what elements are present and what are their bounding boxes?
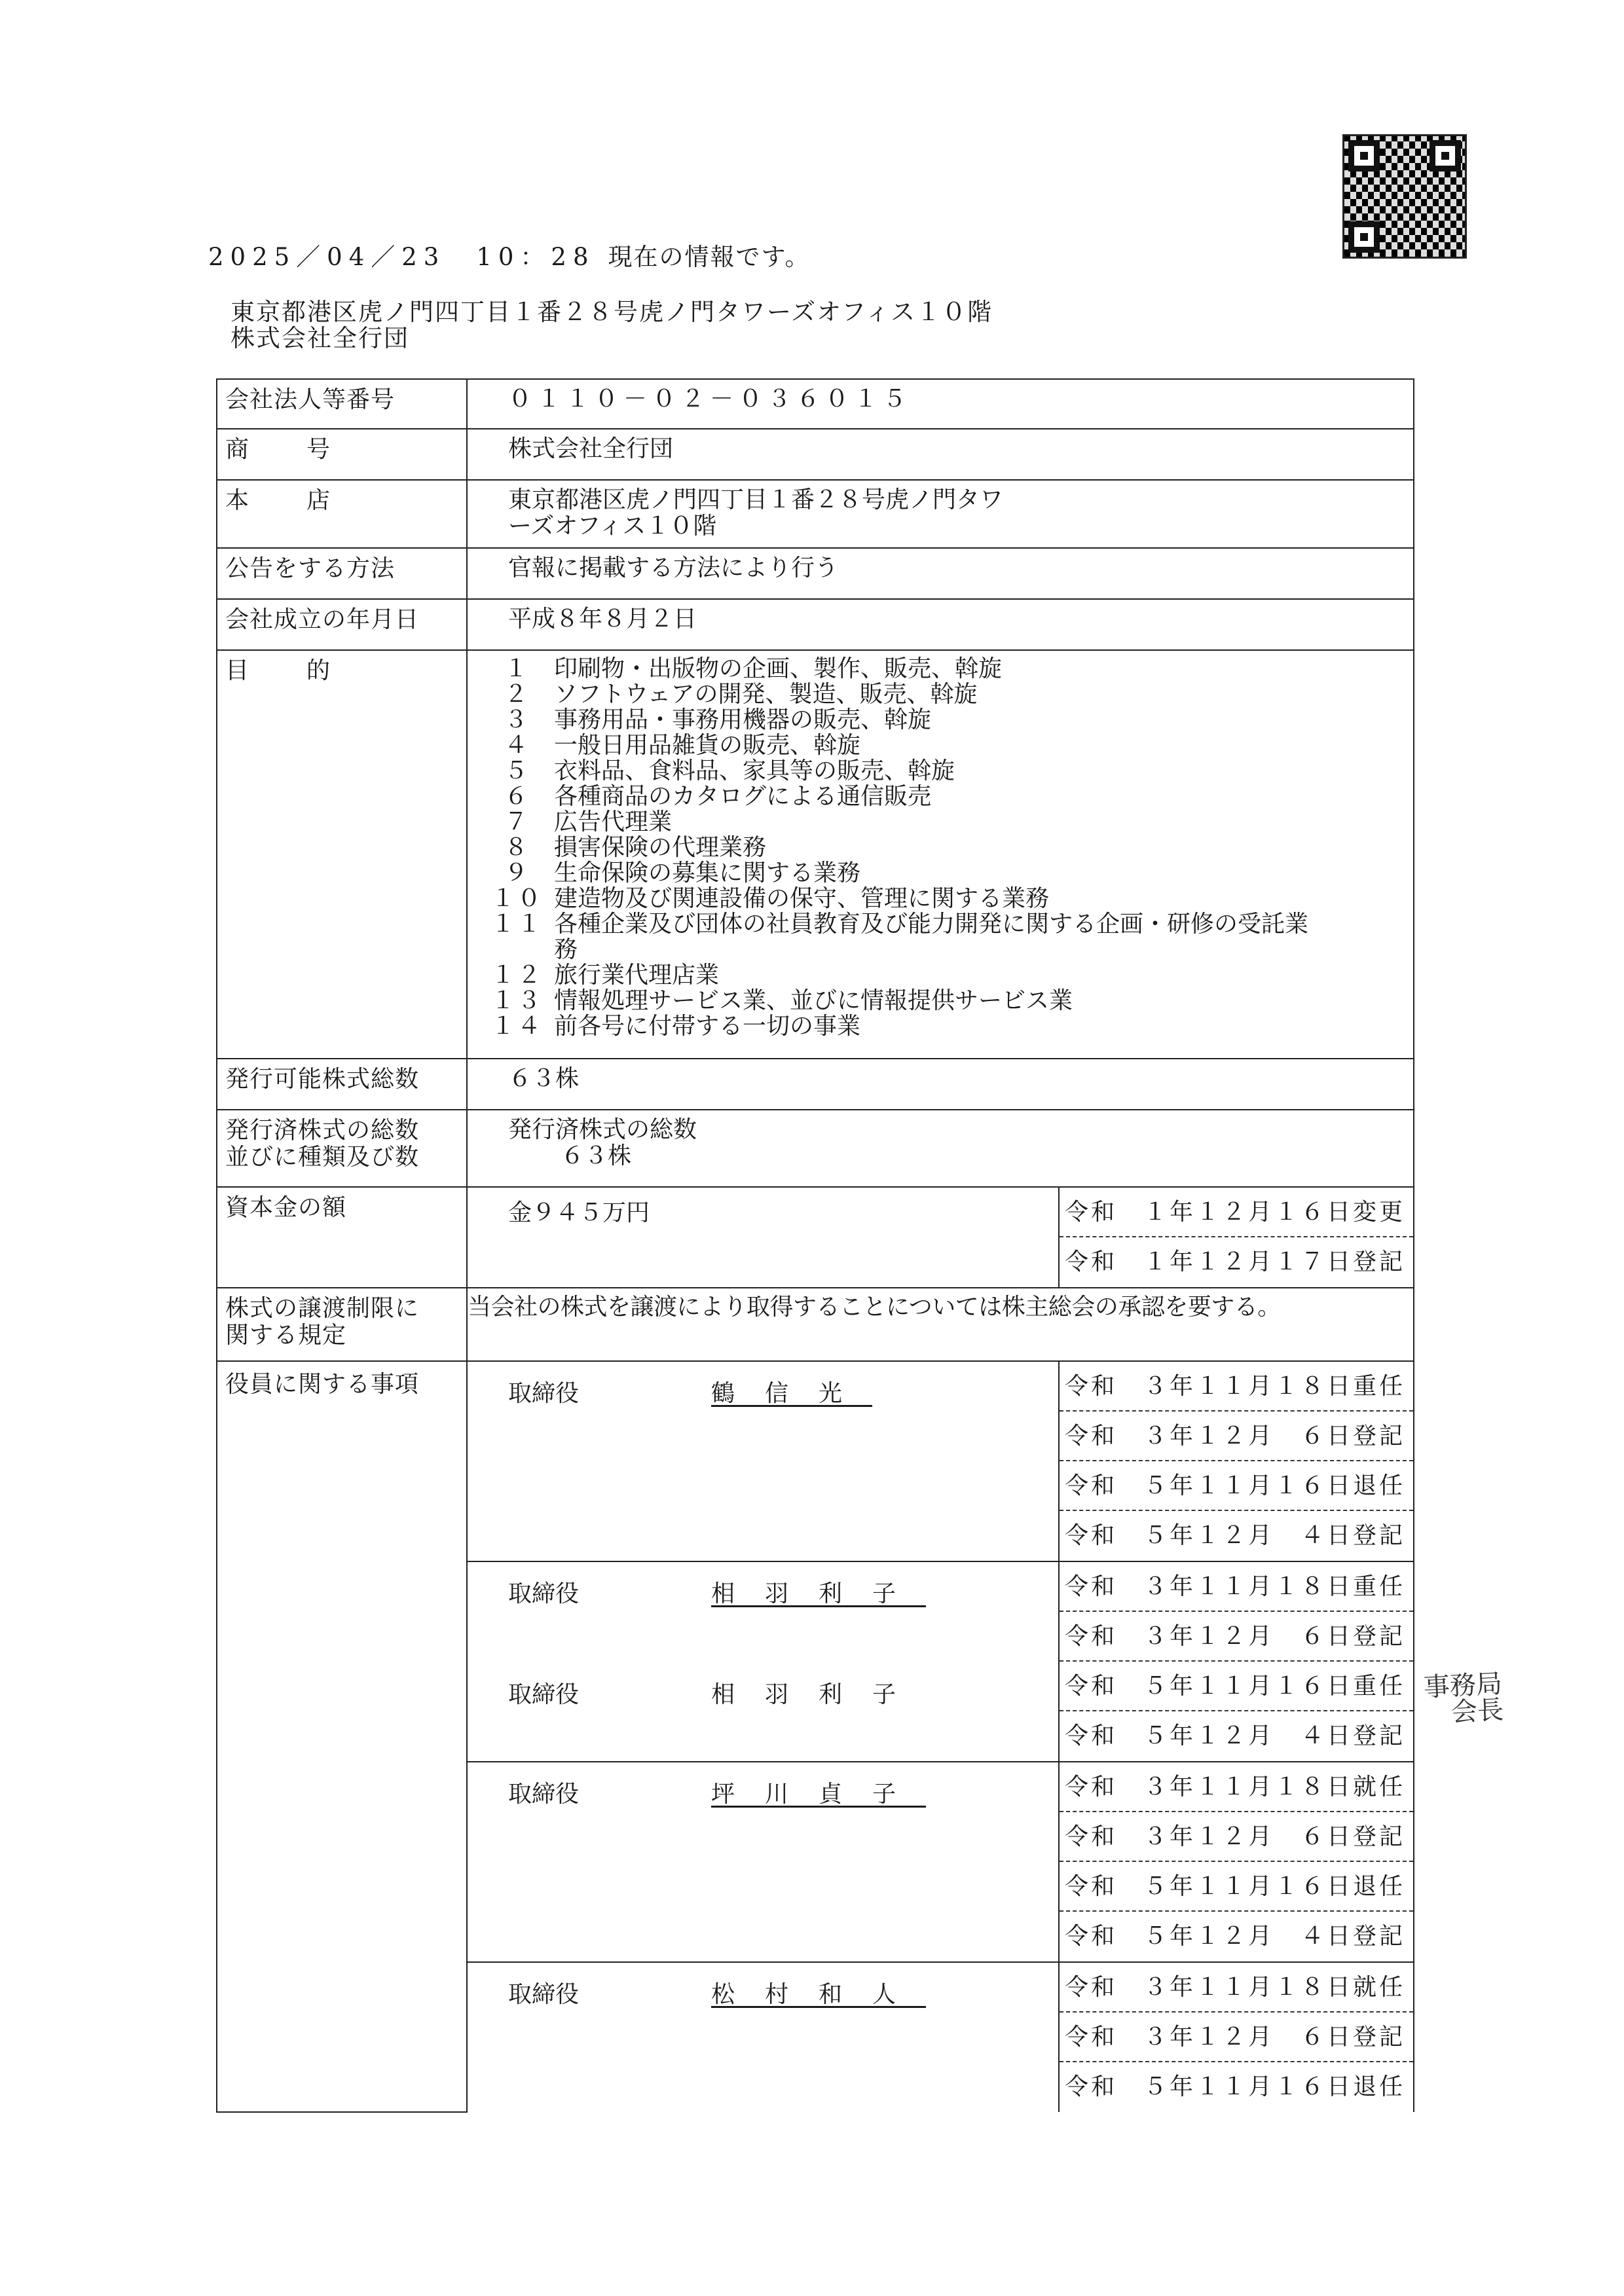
value-capital-cell: [467, 1187, 1414, 1288]
row-capital: [217, 1187, 1414, 1288]
purpose-text: 各種企業及び団体の社員教育及び能力開発に関する企画・研修の受託業: [554, 911, 1309, 938]
value-authorized-shares: ６３株: [467, 1059, 1414, 1110]
officer-names: [468, 1362, 1058, 1561]
label-authorized-shares: 発行可能株式総数: [217, 1059, 467, 1110]
purpose-item: [481, 809, 1395, 835]
officer-name: 松村和人: [711, 1981, 927, 2008]
timestamp: 2025／04／23 10：28: [208, 243, 595, 271]
officers-cell: [467, 1361, 1414, 2112]
registration-date: 令和 ５年１１月１６日重任: [1060, 1662, 1413, 1711]
officer-name: 坪川貞子: [711, 1781, 927, 1808]
purpose-number: １４: [490, 1013, 544, 1040]
purpose-item: [481, 1013, 1395, 1039]
row-issued-shares: [217, 1110, 1414, 1187]
purpose-text: 建造物及び関連設備の保守、管理に関する業務: [554, 885, 1050, 912]
purpose-text: 衣料品、食料品、家具等の販売、斡旋: [554, 757, 955, 784]
purpose-item: [481, 988, 1395, 1013]
purpose-number: ２: [504, 681, 530, 708]
officers-list: [468, 1362, 1413, 2112]
purpose-number: ９: [504, 860, 530, 886]
label-head-office: 本 店: [217, 480, 467, 548]
value-trade-name: 株式会社全行団: [467, 429, 1414, 480]
purpose-text: 前各号に付帯する一切の事業: [554, 1013, 861, 1040]
registration-date: 令和 ５年１１月１６日退任: [1060, 1461, 1413, 1511]
purpose-item: [481, 835, 1395, 860]
purpose-text: 損害保険の代理業務: [554, 834, 767, 861]
registration-date: 令和 ３年１２月 ６日登記: [1060, 2013, 1413, 2062]
label-capital: 資本金の額: [217, 1187, 467, 1288]
officer-name: 鶴信光: [711, 1380, 873, 1407]
purpose-number: １: [504, 655, 530, 682]
officer-registrations: [1058, 1963, 1413, 2112]
officer-registrations: [1058, 1562, 1413, 1761]
label-issued-shares: 発行済株式の総数 並びに種類及び数: [217, 1110, 467, 1187]
officer-name: 相羽利子: [711, 1681, 927, 1708]
registration-date: 令和 ３年１２月 ６日登記: [1060, 1612, 1413, 1662]
value-transfer-restriction: 当会社の株式を譲渡により取得することについては株主総会の承認を要する。: [467, 1288, 1414, 1361]
officer-line: [508, 1776, 926, 1809]
officer-role: 取締役: [508, 1681, 580, 1708]
handwritten-annotation: 事務局 会長: [1422, 1668, 1505, 1728]
purpose-text: 生命保険の募集に関する業務: [554, 860, 861, 886]
row-officers: [217, 1361, 1414, 2112]
purpose-text: 各種商品のカタログによる通信販売: [554, 783, 932, 810]
officer-role: 取締役: [508, 1781, 580, 1808]
value-public-notice: 官報に掲載する方法により行う: [467, 548, 1414, 599]
purpose-text: ソフトウェアの開発、製造、販売、斡旋: [554, 681, 978, 708]
purpose-item: [481, 911, 1395, 937]
purpose-text: 印刷物・出版物の企画、製作、販売、斡旋: [554, 655, 1003, 682]
registration-date: 令和 ５年１２月 ４日登記: [1065, 1923, 1406, 1950]
purpose-number: ６: [504, 783, 530, 810]
label-trade-name: 商 号: [217, 429, 467, 480]
officer-role: 取締役: [508, 1580, 580, 1607]
officer-names: [468, 1562, 1058, 1761]
officer-line: [508, 1575, 926, 1609]
header-address: 東京都港区虎ノ門四丁目１番２８号虎ノ門タワーズオフィス１０階: [231, 298, 993, 326]
registration-date: 令和 ３年１２月 ６日登記: [1060, 1412, 1413, 1461]
purpose-number: １１: [490, 911, 544, 938]
label-public-notice: 公告をする方法: [217, 548, 467, 599]
row-authorized-shares: [217, 1059, 1414, 1110]
qr-finder-top-right: [1430, 140, 1461, 172]
label-transfer-restriction: 株式の譲渡制限に 関する規定: [217, 1288, 467, 1361]
purpose-number: １２: [490, 962, 544, 989]
qr-finder-bottom-left: [1348, 221, 1380, 253]
registration-date: 令和 ３年１１月１８日重任: [1060, 1562, 1413, 1612]
purpose-number: １３: [490, 987, 544, 1014]
purpose-number: ４: [504, 732, 530, 759]
row-transfer-restriction: [217, 1288, 1414, 1361]
row-purpose: [217, 650, 1414, 1059]
label-officers: 役員に関する事項: [217, 1361, 467, 2112]
value-issued-shares: 発行済株式の総数 ６３株: [467, 1110, 1414, 1187]
registry-table: [216, 378, 1414, 2113]
purpose-item: [481, 682, 1395, 707]
value-capital: 金９４５万円: [508, 1199, 650, 1226]
purpose-text: 旅行業代理店業: [554, 962, 720, 989]
registration-date: 令和 ５年１２月 ４日登記: [1065, 1522, 1406, 1549]
officer-entry: [468, 1562, 1413, 1762]
purpose-item: [481, 733, 1395, 758]
officer-role: 取締役: [508, 1981, 580, 2008]
timestamp-suffix: 現在の情報です。: [608, 243, 811, 271]
qr-code: [1342, 134, 1467, 259]
registration-date: 令和 ５年１２月 ４日登記: [1065, 1722, 1406, 1749]
purpose-item: [481, 758, 1395, 784]
purpose-item: [481, 707, 1395, 733]
registration-date: 令和 ５年１１月１６日退任: [1065, 2073, 1406, 2100]
officer-line: [508, 1676, 926, 1709]
purpose-number: ８: [504, 834, 530, 861]
purpose-item: [481, 962, 1395, 988]
qr-finder-top-left: [1348, 140, 1380, 172]
officer-line: [508, 1976, 926, 2009]
purpose-text: 一般日用品雑貨の販売、斡旋: [554, 732, 861, 759]
timestamp-line: [208, 237, 811, 272]
row-established: [217, 599, 1414, 650]
officer-line: [508, 1375, 872, 1408]
officer-entry: [468, 1762, 1413, 1963]
registration-date: 令和 ３年１１月１８日就任: [1060, 1762, 1413, 1812]
value-established: 平成８年８月２日: [467, 599, 1414, 650]
label-purpose: 目 的: [217, 650, 467, 1059]
purpose-item: [481, 860, 1395, 886]
purpose-item: [481, 784, 1395, 809]
officer-registrations: [1058, 1762, 1413, 1961]
purpose-item: [481, 886, 1395, 911]
value-head-office: 東京都港区虎ノ門四丁目１番２８号虎ノ門タワ ーズオフィス１０階: [467, 480, 1414, 548]
registration-date: 令和 ３年１１月１８日重任: [1060, 1362, 1413, 1412]
officer-registrations: [1058, 1362, 1413, 1561]
officer-entry: [468, 1362, 1413, 1562]
registration-date: 令和 ３年１２月 ６日登記: [1060, 1812, 1413, 1862]
purpose-item: [481, 656, 1395, 682]
officer-names: [468, 1762, 1058, 1961]
row-public-notice: [217, 548, 1414, 599]
label-established: 会社成立の年月日: [217, 599, 467, 650]
row-trade-name: [217, 429, 1414, 480]
label-corp-no: 会社法人等番号: [217, 379, 467, 429]
officer-name: 相羽利子: [711, 1580, 927, 1607]
value-corp-no: ０１１０－０２－０３６０１５: [467, 379, 1414, 429]
purpose-number: [481, 937, 554, 962]
value-purpose: [467, 650, 1414, 1059]
purpose-text: 務: [554, 936, 578, 963]
purpose-text: 事務用品・事務用機器の販売、斡旋: [554, 706, 932, 733]
officer-role: 取締役: [508, 1380, 580, 1407]
purpose-text: 情報処理サービス業、並びに情報提供サービス業: [554, 987, 1073, 1014]
row-corp-no: [217, 379, 1414, 429]
purpose-list: [481, 656, 1395, 1039]
officer-names: [468, 1963, 1058, 2112]
purpose-number: ７: [504, 809, 530, 835]
capital-registration-date: 令和 １年１２月１７日登記: [1065, 1248, 1406, 1275]
row-head-office: [217, 480, 1414, 548]
registration-date: 令和 ３年１１月１８日就任: [1060, 1963, 1413, 2013]
capital-change-date: 令和 １年１２月１６日変更: [1060, 1188, 1413, 1237]
header-company-name: 株式会社全行団: [231, 324, 409, 352]
registration-date: 令和 ５年１１月１６日退任: [1060, 1862, 1413, 1912]
purpose-number: １０: [490, 885, 544, 912]
officer-entry: [468, 1963, 1413, 2112]
purpose-text: 広告代理業: [554, 809, 673, 835]
capital-registrations: [1058, 1188, 1413, 1287]
purpose-number: ５: [504, 757, 530, 784]
purpose-item: [481, 937, 1395, 962]
purpose-number: ３: [504, 706, 530, 733]
